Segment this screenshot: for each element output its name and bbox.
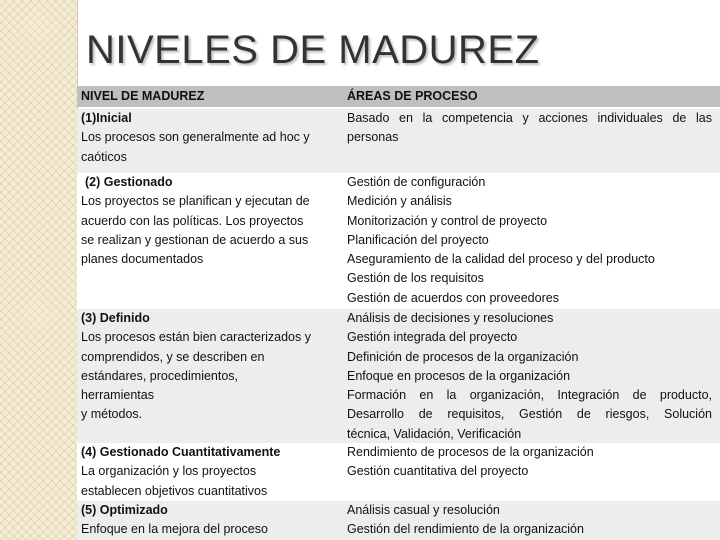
decorative-texture-band (0, 0, 78, 540)
area-line: técnica, Validación, Verificación (347, 426, 522, 441)
area-line: Rendimiento de procesos de la organización (347, 445, 594, 459)
level-desc-line: Los proyectos se planifican y ejecutan de (81, 194, 310, 209)
table-row (77, 309, 720, 443)
level-desc-line: Los procesos están bien caracterizados y (81, 330, 311, 345)
level-desc-line: herramientas (81, 388, 154, 403)
area-line: Enfoque en procesos de la organización (347, 368, 571, 383)
table-row (77, 443, 720, 501)
area-line: Basado en la competencia y acciones individuales de las (347, 111, 712, 125)
level-desc-line: planes documentados (81, 252, 204, 267)
level-cell (77, 501, 343, 540)
areas-cell (343, 309, 720, 443)
level-title: (2) Gestionado (85, 175, 173, 189)
level-cell (77, 109, 343, 173)
level-desc-line: Los procesos son generalmente ad hoc y (81, 130, 310, 145)
level-desc-line: establecen objetivos cuantitativos (81, 483, 268, 498)
header-areas: ÁREAS DE PROCESO (347, 89, 478, 103)
areas-cell (343, 501, 720, 540)
area-line: Gestión de configuración (347, 175, 486, 189)
level-title: (5) Optimizado (81, 503, 168, 517)
level-desc-line: Enfoque en la mejora del proceso (81, 522, 268, 537)
area-line: Gestión cuantitativa del proyecto (347, 464, 529, 479)
area-line: Formación en la organización, Integración de producto, (347, 388, 712, 403)
area-line: Aseguramiento de la calidad del proceso y del producto (347, 252, 655, 267)
area-line: Gestión integrada del proyecto (347, 330, 518, 345)
level-desc-line: comprendidos, y se describen en (81, 349, 265, 364)
level-desc-line: estándares, procedimientos, (81, 368, 239, 383)
area-line: Monitorización y control de proyecto (347, 213, 548, 228)
area-line: Planificación del proyecto (347, 232, 489, 247)
area-line: Gestión de acuerdos con proveedores (347, 290, 559, 305)
level-cell (77, 309, 343, 443)
area-line: personas (347, 130, 399, 145)
level-desc-line: se realizan y gestionan de acuerdo a sus (81, 232, 309, 247)
level-title: (4) Gestionado Cuantitativamente (81, 445, 281, 459)
level-desc-line: y métodos. (81, 407, 143, 422)
header-nivel: NIVEL DE MADUREZ (81, 89, 205, 103)
areas-cell (343, 443, 720, 501)
level-title: (1)Inicial (81, 111, 132, 125)
page-title: NIVELES DE MADUREZ (86, 28, 540, 72)
level-title: (3) Definido (81, 311, 150, 325)
area-line: Definición de procesos de la organización (347, 349, 579, 364)
level-desc-line: caóticos (81, 149, 127, 164)
level-desc-line: La organización y los proyectos (81, 464, 257, 479)
areas-cell (343, 173, 720, 309)
table-row (77, 173, 720, 309)
level-desc-line: acuerdo con las políticas. Los proyectos (81, 213, 304, 228)
area-line: Medición y análisis (347, 194, 452, 209)
maturity-table (77, 86, 720, 540)
area-line: Análisis casual y resolución (347, 503, 500, 517)
table-header-row (77, 86, 720, 107)
area-line: Gestión de los requisitos (347, 271, 484, 286)
area-line: Desarrollo de requisitos, Gestión de riesgos, Solución (347, 407, 712, 422)
table-row (77, 501, 720, 540)
areas-cell (343, 109, 720, 173)
table-row (77, 109, 720, 173)
area-line: Análisis de decisiones y resoluciones (347, 311, 554, 325)
area-line: Gestión del rendimiento de la organización (347, 522, 584, 537)
level-cell (77, 443, 343, 501)
level-cell (77, 173, 343, 309)
